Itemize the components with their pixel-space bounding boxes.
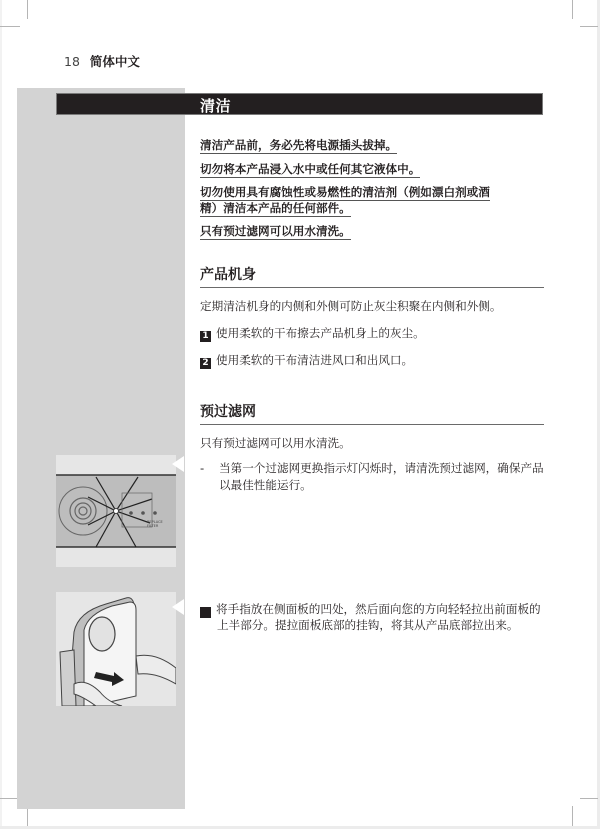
step-text: 使用柔软的干布清洁进风口和出风口。 bbox=[216, 353, 414, 367]
crop-mark bbox=[580, 26, 598, 27]
section-heading-prefilter: 预过滤网 bbox=[200, 401, 544, 425]
page-header bbox=[64, 52, 140, 70]
section-heading-body: 产品机身 bbox=[200, 264, 544, 288]
crop-mark bbox=[0, 26, 20, 27]
step-number-badge: 1 bbox=[200, 331, 211, 342]
control-panel-illustration bbox=[56, 455, 176, 567]
page-number: 18 bbox=[64, 54, 80, 69]
step-text: 使用柔软的干布擦去产品机身上的灰尘。 bbox=[216, 326, 425, 340]
crop-mark bbox=[27, 808, 28, 826]
bullet-text: 当第一个过滤网更换指示灯闪烁时，请清洗预过滤网，确保产品以最佳性能运行。 bbox=[219, 461, 544, 492]
prefilter-step-1 bbox=[193, 602, 544, 634]
body-step-2 bbox=[200, 353, 544, 369]
page-title: 清洁 bbox=[200, 97, 232, 115]
crop-mark bbox=[572, 0, 573, 19]
warning-1: 清洁产品前，务必先将电源插头拔掉。 bbox=[200, 138, 398, 152]
page-edge-left bbox=[0, 0, 2, 829]
body-step-1 bbox=[200, 326, 544, 342]
warning-2: 切勿将本产品浸入水中或任何其它液体中。 bbox=[200, 162, 421, 176]
callout-pointer bbox=[172, 599, 184, 615]
crop-mark bbox=[27, 0, 28, 19]
callout-pointer bbox=[172, 456, 184, 472]
prefilter-bullet bbox=[200, 460, 544, 494]
crop-mark bbox=[572, 806, 573, 826]
svg-text:FILTER: FILTER bbox=[147, 524, 159, 528]
body-intro: 定期清洁机身的内侧和外侧可防止灰尘积聚在内侧和外侧。 bbox=[200, 299, 502, 313]
svg-text:REPLACE: REPLACE bbox=[147, 520, 163, 524]
language-label: 简体中文 bbox=[89, 54, 140, 69]
bullet-dash: - bbox=[200, 461, 205, 475]
crop-mark bbox=[580, 798, 598, 799]
warning-3b: 精）清洁本产品的任何部件。 bbox=[200, 201, 351, 215]
warning-4: 只有预过滤网可以用水清洗。 bbox=[200, 224, 351, 238]
front-panel-removal-illustration bbox=[56, 592, 176, 706]
step-text: 将手指放在侧面板的凹处，然后面向您的方向轻轻拉出前面板的上半部分。提拉面板底部的挂钩，将其从产品底部拉出来。 bbox=[216, 602, 541, 632]
step-number-badge: 1 bbox=[200, 607, 211, 618]
warning-3a: 切勿使用具有腐蚀性或易燃性的清洁剂（例如漂白剂或酒 bbox=[200, 185, 490, 199]
step-number-badge: 2 bbox=[200, 358, 211, 369]
section-title-bar bbox=[56, 93, 543, 115]
prefilter-intro: 只有预过滤网可以用水清洗。 bbox=[200, 436, 351, 450]
